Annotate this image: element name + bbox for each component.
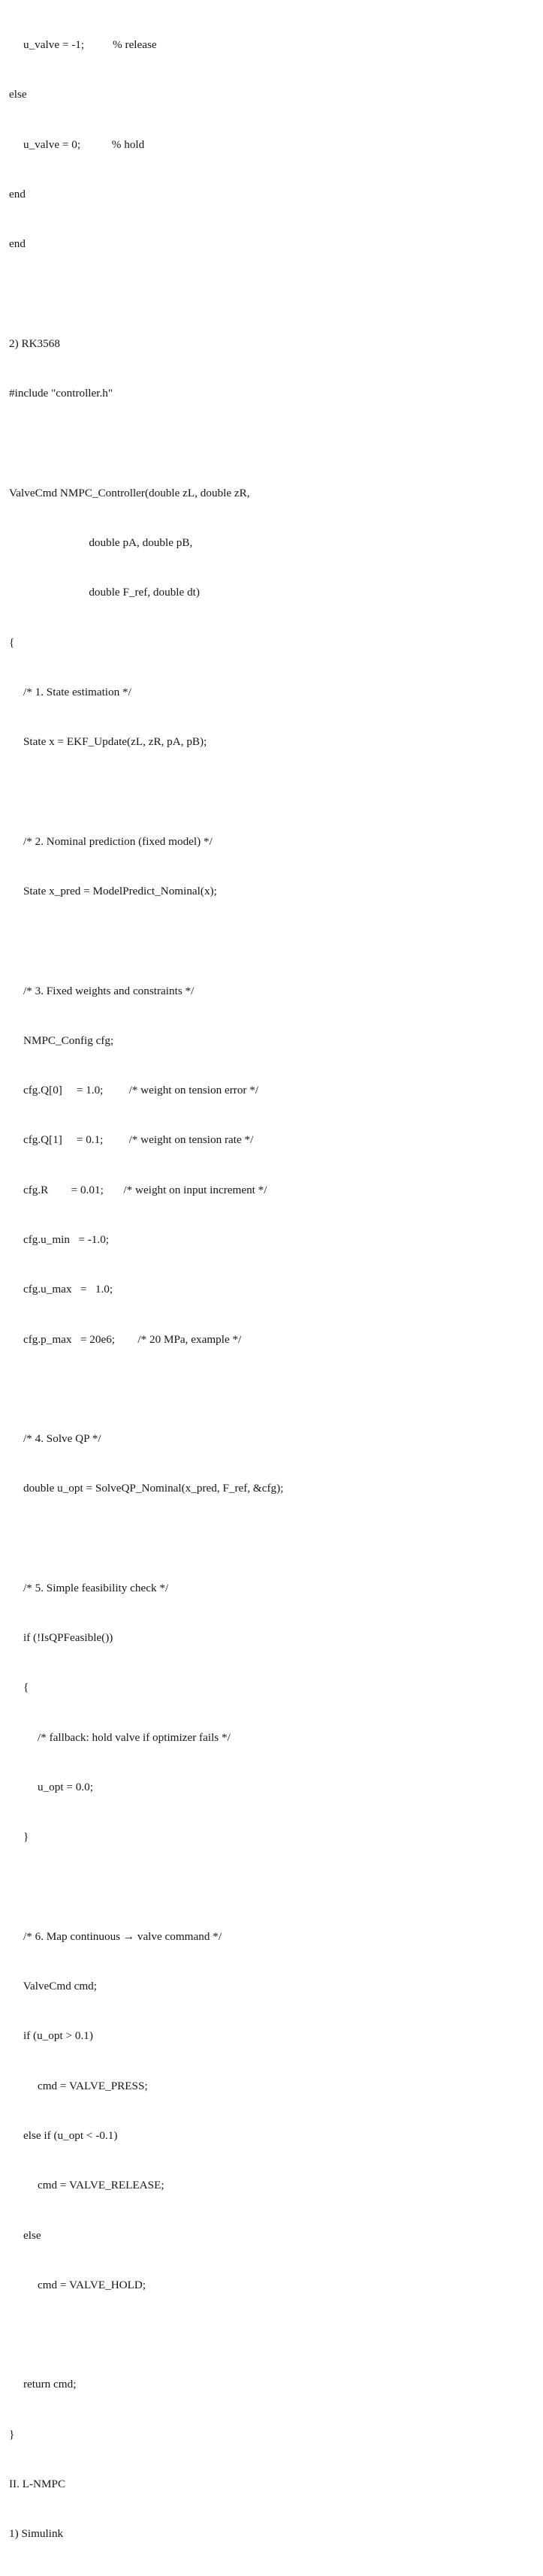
code-line: u_valve = 0; % hold — [9, 137, 145, 151]
code-line-cfg-pmax: cfg.p_max = 20e6; /* 20 MPa, example */ — [9, 1332, 242, 1346]
code-line: end — [9, 237, 26, 251]
code-line: cmd = VALVE_RELEASE; — [9, 2179, 164, 2192]
code-line: cmd = VALVE_HOLD; — [9, 2278, 146, 2291]
code-line-blank — [9, 783, 543, 800]
code-line-blank — [9, 1381, 543, 1398]
code-line-function-signature-cont: double F_ref, double dt) — [9, 586, 200, 599]
code-line: if (u_opt > 0.1) — [9, 2029, 93, 2043]
code-line-section-rk3568: 2) RK3568 — [9, 336, 60, 350]
code-line-open-brace: { — [9, 635, 15, 649]
code-line-cfg-q0: cfg.Q[0] = 1.0; /* weight on tension error */ — [9, 1084, 259, 1097]
code-line: else if (u_opt < -0.1) — [9, 2129, 118, 2142]
code-line-return: return cmd; — [9, 2378, 77, 2391]
code-line-cfg-umax: cfg.u_max = 1.0; — [9, 1283, 113, 1296]
code-line-cfg-q1: cfg.Q[1] = 0.1; /* weight on tension rate */ — [9, 1133, 254, 1147]
code-line-blank — [9, 1531, 543, 1547]
code-line: double u_opt = SolveQP_Nominal(x_pred, F_ref, &cfg); — [9, 1482, 284, 1495]
code-line: end — [9, 188, 26, 201]
code-line-blank — [9, 435, 543, 451]
code-line-cfg-umin: cfg.u_min = -1.0; — [9, 1232, 110, 1246]
code-line-close-brace: } — [9, 1830, 29, 1844]
code-line-function-signature: ValveCmd NMPC_Controller(double zL, double zR, — [9, 486, 250, 499]
code-line-section-simulink: 1) Simulink — [9, 2527, 64, 2541]
code-line-blank — [9, 286, 543, 303]
code-line-open-brace: { — [9, 1681, 29, 1694]
code-line: NMPC_Config cfg; — [9, 1033, 114, 1047]
code-line-comment-step2: /* 2. Nominal prediction (fixed model) */ — [9, 834, 213, 848]
code-line-comment-step3: /* 3. Fixed weights and constraints */ — [9, 984, 195, 997]
code-line-comment-fallback: /* fallback: hold valve if optimizer fails */ — [9, 1730, 231, 1744]
code-line: State x_pred = ModelPredict_Nominal(x); — [9, 884, 217, 897]
code-line: cmd = VALVE_PRESS; — [9, 2079, 148, 2092]
code-listing — [0, 4, 543, 2576]
code-line-include: #include "controller.h" — [9, 387, 113, 400]
code-line: else — [9, 88, 27, 101]
code-line-close-brace: } — [9, 2427, 15, 2441]
code-line-section-lnmpc: II. L-NMPC — [9, 2477, 66, 2490]
code-line-blank — [9, 1879, 543, 1896]
code-line: else — [9, 2228, 41, 2242]
code-line: if (!IsQPFeasible()) — [9, 1631, 113, 1645]
code-line-comment-step1: /* 1. State estimation */ — [9, 685, 131, 698]
code-line-blank — [9, 933, 543, 949]
code-line: State x = EKF_Update(zL, zR, pA, pB); — [9, 735, 207, 749]
code-line-blank — [9, 2327, 543, 2343]
code-line-cfg-r: cfg.R = 0.01; /* weight on input increment */ — [9, 1183, 267, 1196]
code-line: u_valve = -1; % release — [9, 38, 157, 52]
code-line-function-signature-cont: double pA, double pB, — [9, 536, 193, 549]
code-line-comment-step4: /* 4. Solve QP */ — [9, 1432, 101, 1446]
code-line-comment-step6: /* 6. Map continuous → valve command */ — [9, 1929, 222, 1943]
code-line: ValveCmd cmd; — [9, 1980, 97, 1993]
code-line: u_opt = 0.0; — [9, 1781, 93, 1794]
code-line-comment-step5: /* 5. Simple feasibility check */ — [9, 1581, 169, 1594]
